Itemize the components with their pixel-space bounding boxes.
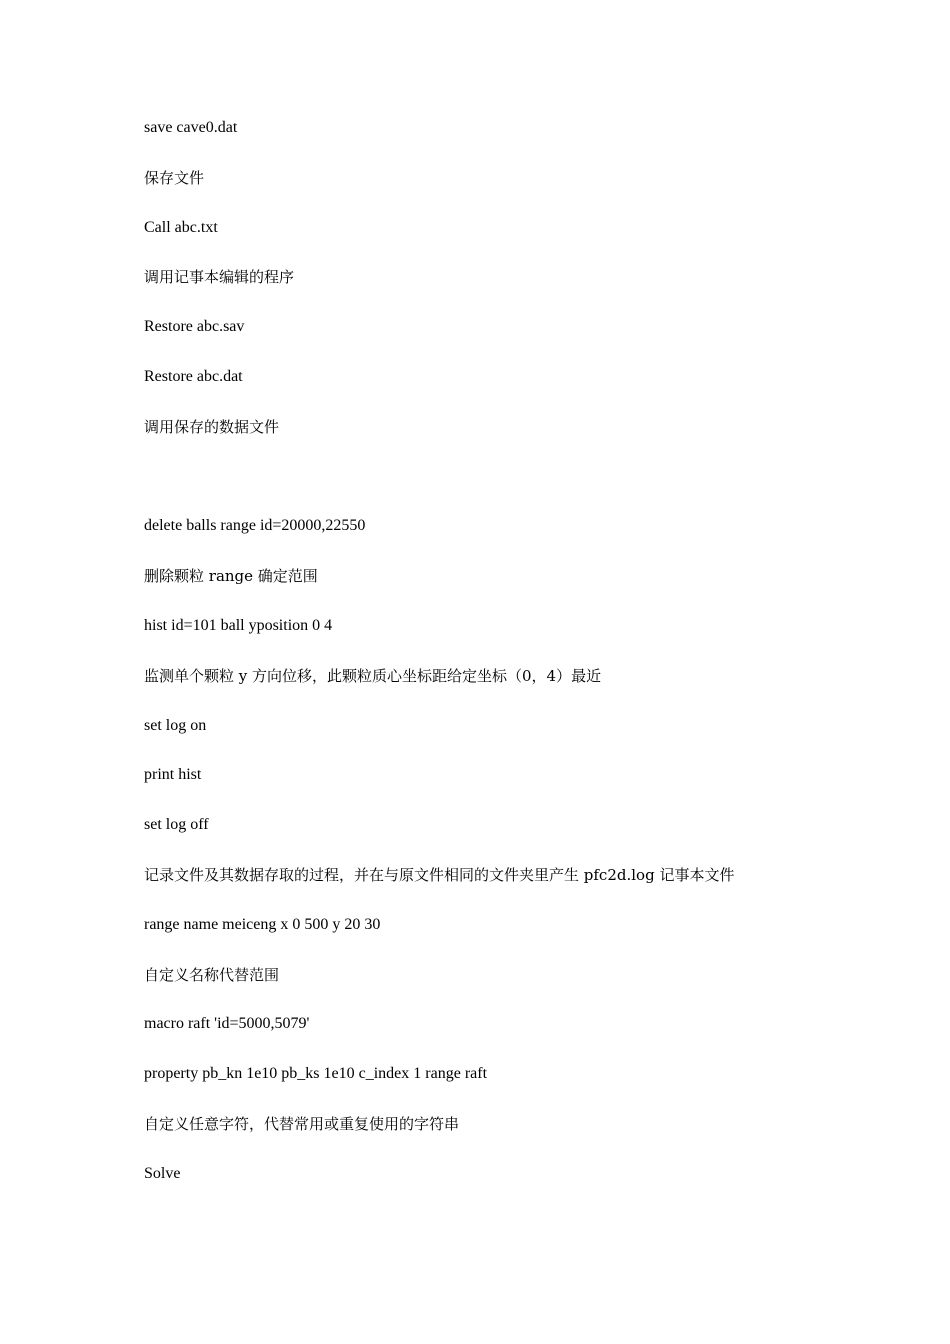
blank-line: [144, 465, 864, 515]
command-line: Restore abc.sav: [144, 318, 245, 336]
description-line: 监测单个颗粒 y 方向位移，此颗粒质心坐标距给定坐标（0，4）最近: [144, 666, 602, 685]
command-line: delete balls range id=20000,22550: [144, 517, 366, 535]
command-line: range name meiceng x 0 500 y 20 30: [144, 915, 381, 933]
command-line: property pb_kn 1e10 pb_ks 1e10 c_index 1 range raft: [144, 1065, 488, 1083]
description-line: 保存文件: [144, 168, 205, 187]
description-line: 自定义任意字符，代替常用或重复使用的字符串: [144, 1114, 460, 1133]
command-line: macro raft 'id=5000,5079': [144, 1015, 310, 1033]
command-line: hist id=101 ball yposition 0 4: [144, 616, 333, 634]
description-line: 自定义名称代替范围: [144, 965, 280, 984]
description-line: 调用记事本编辑的程序: [144, 268, 295, 287]
command-line: Call abc.txt: [144, 218, 218, 236]
description-line: 调用保存的数据文件: [144, 417, 280, 436]
command-line: save cave0.dat: [144, 119, 238, 136]
command-line: set log off: [144, 816, 209, 834]
document-body: [144, 116, 864, 1212]
command-line: print hist: [144, 766, 202, 784]
command-line: set log on: [144, 716, 207, 734]
command-line: Restore abc.dat: [144, 367, 243, 385]
description-line: 删除颗粒 range 确定范围: [144, 567, 318, 586]
command-line: Solve: [144, 1164, 181, 1182]
description-line: 记录文件及其数据存取的过程，并在与原文件相同的文件夹里产生 pfc2d.log 记事本文件: [144, 865, 735, 884]
